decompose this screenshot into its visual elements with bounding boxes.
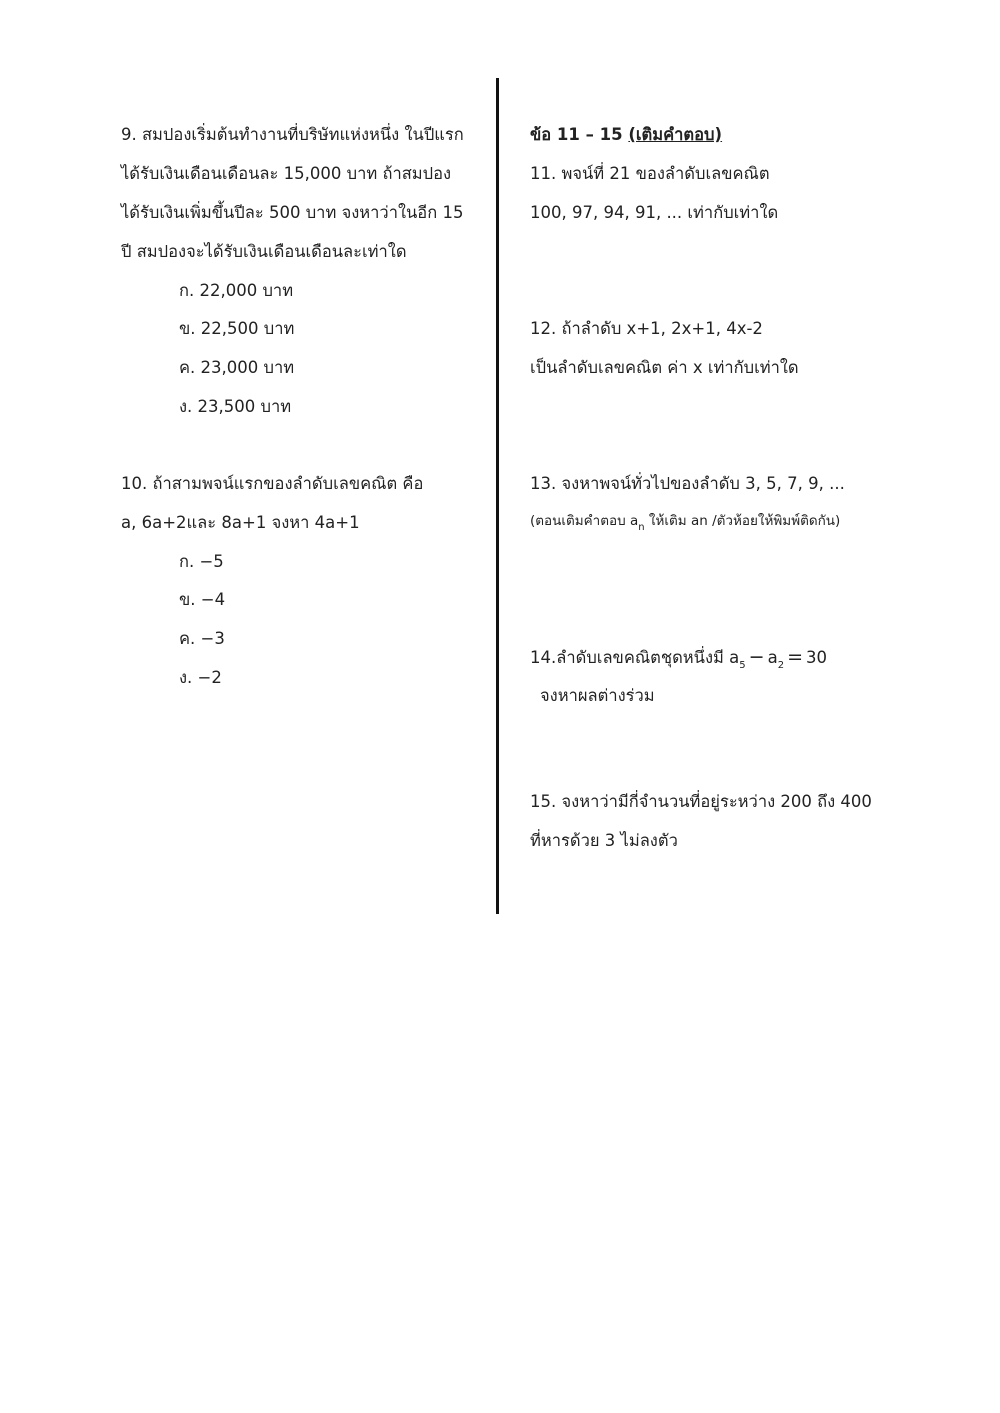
q13-text-line-1: 13. จงหาพจน์ทั่วไปของลำดับ 3, 5, 7, 9, ... [530, 474, 845, 493]
q10-choice-b: ข. −4 [179, 590, 226, 609]
q13-note [530, 507, 840, 542]
column-divider [496, 78, 499, 914]
q9-choice-c: ค. 23,000 บาท [179, 358, 295, 377]
section-heading-prefix: ข้อ 11 – 15 [530, 125, 629, 144]
q13-note-end: ให้เติม an /ตัวห้อยให้พิมพ์ติดกัน) [644, 513, 841, 529]
section-heading-note: (เติมคำตอบ) [628, 125, 723, 144]
q11-text-line-2: 100, 97, 94, 91, ... เท่ากับเท่าใด [530, 203, 779, 222]
section-heading [530, 121, 722, 149]
q9-text-line-4: ปี สมปองจะได้รับเงินเดือนเดือนละเท่าใด [121, 242, 407, 261]
q14-minus: − [748, 646, 765, 668]
q10-text-line-2: a, 6a+2และ 8a+1 จงหา 4a+1 [121, 513, 360, 532]
q15-text-line-2: ที่หารด้วย 3 ไม่ลงตัว [530, 831, 678, 850]
q14-text-line-1 [530, 643, 827, 680]
q11-text-line-1: 11. พจน์ที่ 21 ของลำดับเลขคณิต [530, 164, 770, 183]
q9-choice-b: ข. 22,500 บาท [179, 319, 295, 338]
q14-a2: a [767, 648, 778, 667]
q9-text-line-1: 9. สมปองเริ่มต้นทำงานที่บริษัทแห่งหนึ่ง ในปีแรก [121, 125, 464, 144]
q14-subscript-5: 5 [739, 660, 746, 671]
q9-choice-d: ง. 23,500 บาท [179, 397, 292, 416]
q10-choice-d: ง. −2 [179, 668, 222, 687]
q13-note-start: (ตอนเติมคำตอบ a [530, 513, 639, 529]
q12-text-line-1: 12. ถ้าลำดับ x+1, 2x+1, 4x-2 [530, 319, 763, 338]
q10-text-line-1: 10. ถ้าสามพจน์แรกของลำดับเลขคณิต คือ [121, 474, 424, 493]
q10-choice-a: ก. −5 [179, 552, 224, 571]
q12-text-line-2: เป็นลำดับเลขคณิต ค่า x เท่ากับเท่าใด [530, 358, 799, 377]
q9-choice-a: ก. 22,000 บาท [179, 281, 294, 300]
q10-choice-c: ค. −3 [179, 629, 225, 648]
q14-subscript-2: 2 [777, 660, 785, 671]
q13-note-subscript: n [638, 522, 645, 533]
q14-prefix: 14.ลำดับเลขคณิตชุดหนึ่งมี a [530, 648, 740, 667]
q14-equals: = [787, 646, 803, 668]
q14-text-line-2: จงหาผลต่างร่วม [540, 686, 655, 705]
q15-text-line-1: 15. จงหาว่ามีกี่จำนวนที่อยู่ระหว่าง 200 ถึง 400 [530, 792, 872, 811]
q9-text-line-3: ได้รับเงินเพิ่มขึ้นปีละ 500 บาท จงหาว่าในอีก 15 [121, 203, 464, 222]
q14-value: 30 [805, 648, 827, 667]
q9-text-line-2: ได้รับเงินเดือนเดือนละ 15,000 บาท ถ้าสมปอง [121, 164, 452, 183]
